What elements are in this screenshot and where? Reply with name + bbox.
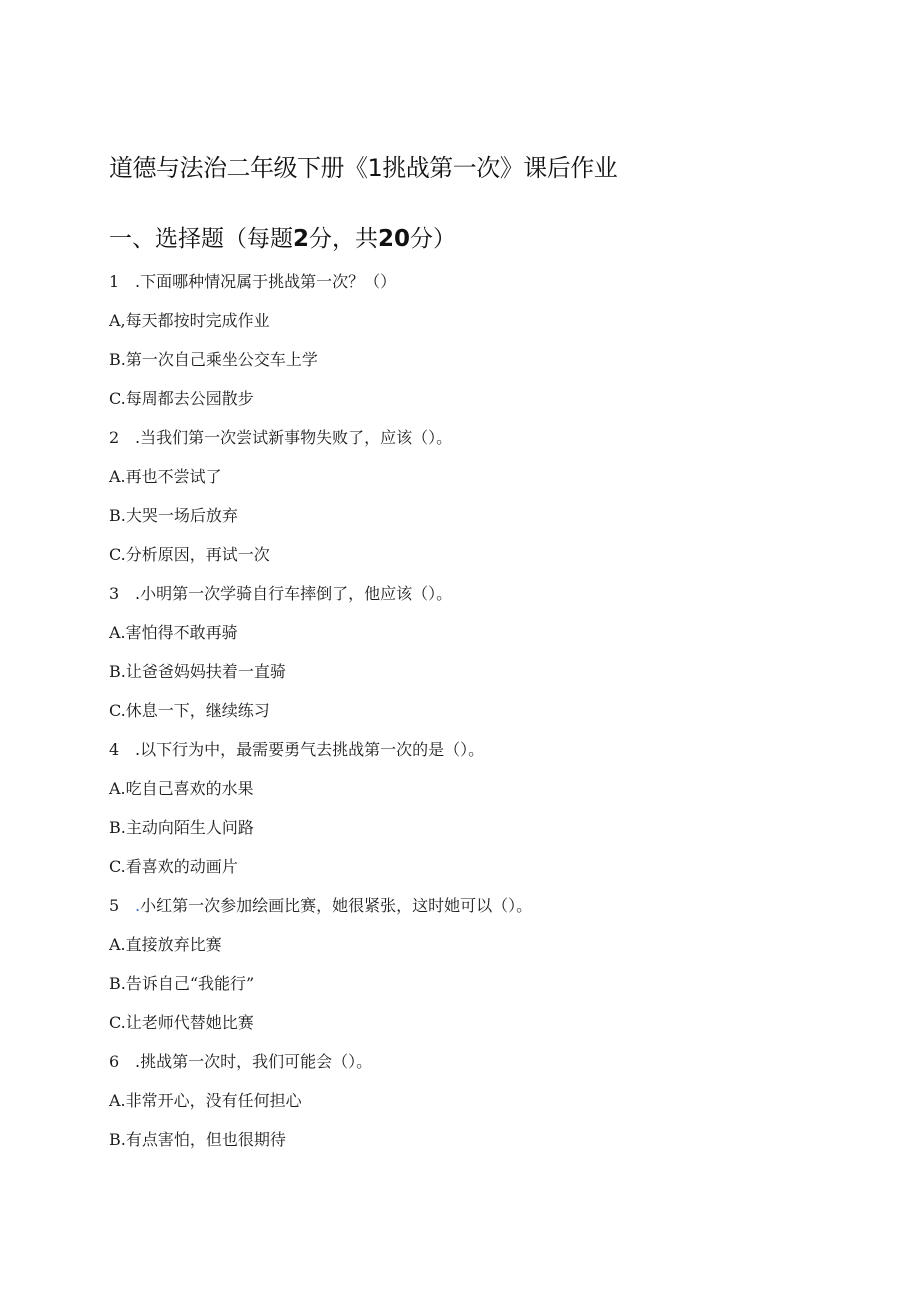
answer-option: B.告诉自己“我能行”	[109, 974, 255, 993]
section-heading-prefix: 一、选择题（每题	[109, 226, 293, 252]
answer-option: A,每天都按时完成作业	[109, 311, 270, 330]
question-stem	[109, 892, 889, 931]
answer-option: B.主动向陌生人问路	[109, 818, 254, 837]
question-text: 挑战第一次时，我们可能会（）。	[140, 1052, 373, 1071]
section-total-points: 20	[378, 226, 411, 252]
answer-option: B.第一次自己乘坐公交车上学	[109, 350, 318, 369]
answer-option: B.有点害怕，但也很期待	[109, 1130, 286, 1149]
question-text: 当我们第一次尝试新事物失败了，应该（）。	[140, 428, 453, 447]
question-list	[109, 268, 889, 1165]
answer-option: C.看喜欢的动画片	[109, 857, 238, 876]
question-text: 小红第一次参加绘画比赛，她很紧张，这时她可以（）。	[140, 896, 533, 915]
question-number: 3	[109, 584, 120, 603]
section-heading-suffix: 分）	[410, 226, 457, 252]
answer-option: C.每周都去公园散步	[109, 389, 254, 408]
question-stem	[109, 736, 889, 775]
answer-option: B.让爸爸妈妈扶着一直骑	[109, 662, 286, 681]
question-dot: .	[135, 1052, 141, 1071]
answer-option: A.吃自己喜欢的水果	[109, 779, 254, 798]
question-number: 6	[109, 1052, 120, 1071]
answer-option: C.分析原因，再试一次	[109, 545, 270, 564]
question-text: 下面哪种情况属于挑战第一次？（）	[140, 272, 397, 291]
question-dot: .	[135, 272, 141, 291]
answer-option: A.害怕得不敢再骑	[109, 623, 238, 642]
document-title: 道德与法治二年级下册《1挑战第一次》课后作业	[109, 154, 618, 182]
question-stem	[109, 268, 889, 307]
question-dot: .	[135, 428, 141, 447]
question-dot: .	[135, 584, 141, 603]
question-dot: .	[135, 896, 141, 915]
question-number: 4	[109, 740, 120, 759]
section-heading-mid: 分，共	[309, 226, 379, 252]
question-text: 小明第一次学骑自行车摔倒了，他应该（）。	[140, 584, 453, 603]
question-stem	[109, 1048, 889, 1087]
section-heading	[109, 220, 456, 253]
question-number: 1	[109, 272, 120, 291]
question-number: 5	[109, 896, 120, 915]
question-text: 以下行为中，最需要勇气去挑战第一次的是（）。	[140, 740, 485, 759]
question-dot: .	[135, 740, 141, 759]
question-number: 2	[109, 428, 120, 447]
answer-option: C.让老师代替她比赛	[109, 1013, 254, 1032]
answer-option: B.大哭一场后放弃	[109, 506, 238, 525]
answer-option: A.再也不尝试了	[109, 467, 222, 486]
question-stem	[109, 424, 889, 463]
answer-option: A.直接放弃比赛	[109, 935, 222, 954]
section-points-per-question: 2	[293, 226, 310, 252]
question-stem	[109, 580, 889, 619]
answer-option: C.休息一下，继续练习	[109, 701, 270, 720]
answer-option: A.非常开心，没有任何担心	[109, 1091, 302, 1110]
